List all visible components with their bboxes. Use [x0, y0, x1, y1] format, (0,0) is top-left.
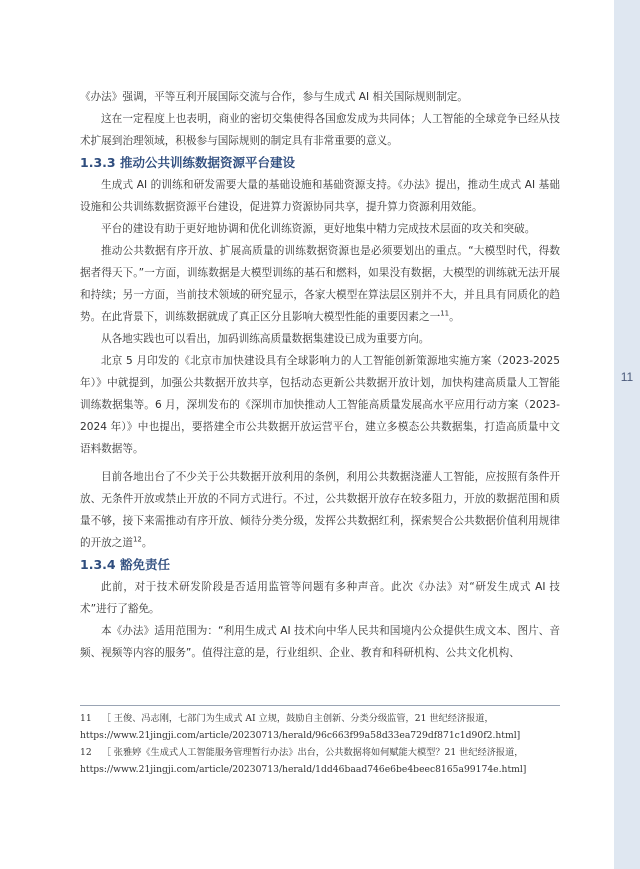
paragraph [80, 466, 560, 554]
side-tab [614, 0, 640, 869]
paragraph-tail: 。 [449, 311, 460, 323]
paragraph [80, 108, 560, 152]
paragraph [80, 576, 560, 620]
paragraph [80, 240, 560, 328]
paragraph-text: 推动公共数据有序开放、扩展高质量的训练数据资源也是必须要划出的重点。“大模型时代，得数据者得天下。”一方面，训练数据是大模型训练的基石和燃料，如果没有数据，大模型的训练就无法开展和持续；另一方面，当前技术领域的研究显示，各家大模型在算法层区别并不大，并且具有同质化的趋势。在此背景下，训练数据就成了真正区分且影响大模型性能的重要因素之一 [80, 245, 560, 323]
paragraph [80, 86, 560, 108]
footnote-number: 11 [80, 713, 92, 724]
footnotes [80, 705, 560, 778]
paragraph-text: 目前各地出台了不少关于公共数据开放利用的条例，利用公共数据浇灌人工智能，应按照有条件开放、无条件开放或禁止开放的不同方式进行。不过，公共数据开放存在较多阻力，开放的数据范围和质量不够，接下来需推动有序开放、倾待分类分级，发挥公共数据红利，探索契合公共数据价值利用规律的开放之道 [80, 471, 560, 549]
footnote-text[interactable]: ［ 王俊、冯志刚，七部门为生成式 AI 立规，鼓励自主创新、分类分级监管，21 世纪经济报道，https://www.21jingji.com/article/20230713/herald/96c663f99a58d33ea729df871c1d90f2.html] [80, 713, 521, 741]
footnote-number: 12 [80, 747, 92, 758]
footnote [80, 744, 560, 778]
footnote-ref[interactable]: 12 [132, 535, 142, 544]
paragraph [80, 328, 560, 350]
paragraph-text: 生成式 AI 的训练和研发需要大量的基础设施和基础资源支持。《办法》提出，推动生成式 AI 基础设施和公共训练数据资源平台建设，促进算力资源协同共享，提升算力资源利用效能。 [80, 179, 560, 213]
paragraph [80, 174, 560, 218]
paragraph-text: 本《办法》适用范围为：“利用生成式 AI 技术向中华人民共和国境内公众提供生成文本、图片、音频、视频等内容的服务”。值得注意的是，行业组织、企业、教育和科研机构、公共文化机构、 [80, 625, 560, 659]
footnote [80, 710, 560, 744]
paragraph-tail: 。 [141, 537, 153, 549]
paragraph [80, 620, 560, 664]
paragraph-text: 平台的建设有助于更好地协调和优化训练资源，更好地集中精力完成技术层面的攻关和突破。 [101, 223, 536, 235]
paragraph-text: 这在一定程度上也表明，商业的密切交集使得各国愈发成为共同体；人工智能的全球竞争已经从技术扩展到治理领域，积极参与国际规则的制定具有非常重要的意义。 [80, 113, 560, 147]
page-content [80, 86, 560, 664]
section-heading: 1.3.4 豁免责任 [80, 557, 170, 572]
footnote-ref[interactable]: 11 [440, 309, 450, 318]
paragraph [80, 218, 560, 240]
footnote-text[interactable]: ［ 张雅婷《生成式人工智能服务管理暂行办法》出台，公共数据将如何赋能大模型？21 世纪经济报道，https://www.21jingji.com/article/20230713/herald/1dd46baad746e6be4beec8165a99174e.html] [80, 747, 527, 775]
paragraph-text: 此前，对于技术研发阶段是否适用监管等问题有多种声音。此次《办法》对“研发生成式 AI 技术”进行了豁免。 [80, 581, 560, 615]
paragraph-text: 《办法》强调，平等互利开展国际交流与合作，参与生成式 AI 相关国际规则制定。 [80, 91, 468, 103]
paragraph-text: 北京 5 月印发的《北京市加快建设具有全球影响力的人工智能创新策源地实施方案（2023-2025 年）》中就提到，加强公共数据开放共享，包括动态更新公共数据开放计划，加快构建高质量人工智能训练数据集等。6 月，深圳发布的《深圳市加快推动人工智能高质量发展高水平应用行动方案（2023-2024 年）》中也提出，要搭建全市公共数据开放运营平台，建立多模态公共数据集，打造高质量中文语料数据等。 [80, 355, 560, 455]
page-number: 11 [620, 370, 634, 384]
section-heading: 1.3.3 推动公共训练数据资源平台建设 [80, 155, 295, 170]
paragraph-text: 从各地实践也可以看出，加码训练高质量数据集建设已成为重要方向。 [101, 333, 430, 345]
paragraph [80, 350, 560, 460]
